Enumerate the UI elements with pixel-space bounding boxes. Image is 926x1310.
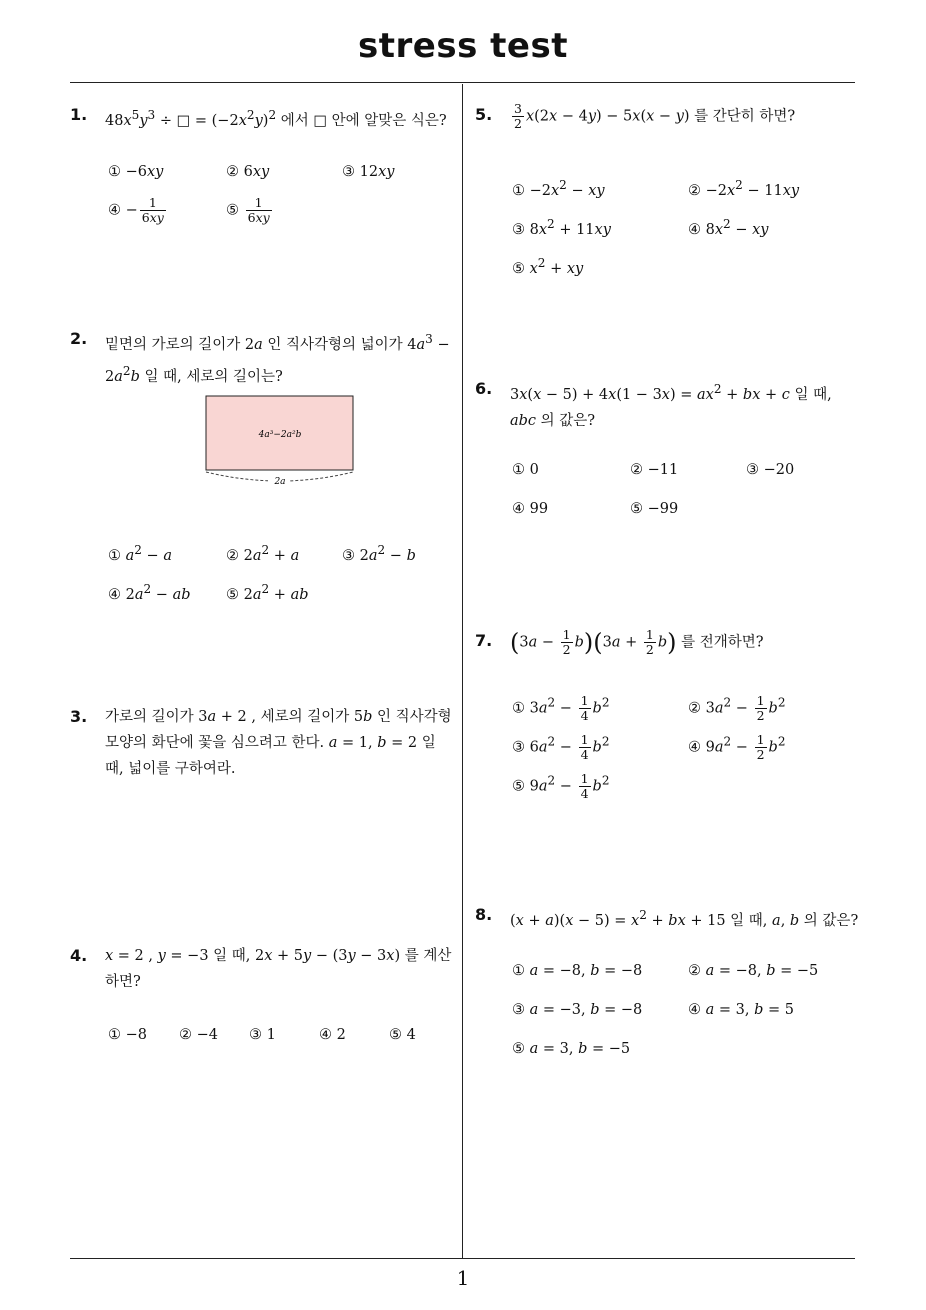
question-number: 6. — [475, 379, 493, 398]
option-2[interactable]: ② $-2x^2 - 11xy$ — [688, 178, 800, 199]
question-text: x = 2 , y = −3 일 때, 2x + 5y − (3y − 3x) 를 계산하면? — [105, 948, 452, 990]
footer-rule — [70, 1258, 855, 1259]
question-number: 2. — [70, 329, 88, 348]
option-1[interactable]: ① −6xy — [108, 164, 164, 180]
option-5[interactable]: ⑤ −99 — [630, 501, 679, 517]
area-label: 4a³−2a²b — [258, 430, 302, 440]
option-2[interactable]: ② $3a^2$ − $\frac{1}{2}$ $b^2$ — [688, 693, 786, 723]
option-4[interactable]: ④ $9a^2$ − $\frac{1}{2}$ $b^2$ — [688, 732, 786, 762]
rectangle-diagram — [200, 392, 360, 488]
option-1[interactable]: ① $-2x^2$ − xy — [512, 178, 605, 199]
option-2[interactable]: ② −11 — [630, 462, 679, 478]
question-1 — [70, 102, 455, 134]
option-4[interactable]: ④ a = 3, b = 5 — [688, 1002, 794, 1018]
question-text: $3x(x - 5) + 4x(1 - 3x) = ax^2$ + bx + c 일 때, abc 의 값은? — [510, 382, 832, 429]
option-1[interactable]: ① 0 — [512, 462, 539, 478]
column-divider — [462, 84, 463, 1258]
question-text: (3a − $\frac{1}{2}$ b)(3a + $\frac{1}{2}$ b) 를 전개하면? — [510, 627, 764, 657]
option-1[interactable]: ① −8 — [108, 1027, 147, 1043]
option-3[interactable]: ③ $2a^2 - b$ — [342, 543, 416, 564]
question-text: 가로의 길이가 3a + 2 , 세로의 길이가 5b 인 직사각형 모양의 화단에 꽃을 심으려고 한다. a = 1, b = 2 일 때, 넓이를 구하여라. — [105, 709, 452, 777]
question-5 — [475, 102, 860, 131]
question-number: 3. — [70, 707, 88, 726]
question-3 — [70, 704, 455, 782]
option-4[interactable]: ④ 99 — [512, 501, 549, 517]
question-number: 4. — [70, 946, 88, 965]
option-2[interactable]: ② 6xy — [226, 164, 270, 180]
option-3[interactable]: ③ −20 — [746, 462, 795, 478]
option-5[interactable]: ⑤ $2a^2$ + ab — [226, 582, 309, 603]
page-title: stress test — [358, 26, 568, 66]
question-text: 밑면의 가로의 길이가 2a 인 직사각형의 넓이가 $4a^3 - 2a^2b$ 일 때, 세로의 길이는? — [105, 332, 450, 385]
option-1[interactable]: ① a = −8, b = −8 — [512, 963, 643, 979]
question-number: 7. — [475, 631, 493, 650]
question-8 — [475, 902, 860, 934]
question-number: 8. — [475, 905, 493, 924]
option-2[interactable]: ② −4 — [179, 1027, 218, 1043]
page-number: 1 — [456, 1266, 470, 1290]
option-5[interactable]: ⑤ a = 3, b = −5 — [512, 1041, 631, 1057]
option-3[interactable]: ③ 12xy — [342, 164, 395, 180]
option-2[interactable]: ② $2a^2 + a$ — [226, 543, 300, 564]
option-5[interactable]: ⑤ $9a^2$ − $\frac{1}{4}$ $b^2$ — [512, 771, 610, 801]
option-4[interactable]: ④ $2a^2$ − ab — [108, 582, 191, 603]
option-1[interactable]: ① $a^2 - a$ — [108, 543, 172, 564]
option-3[interactable]: ③ $8x^2 + 11xy$ — [512, 217, 611, 238]
option-3[interactable]: ③ $6a^2$ − $\frac{1}{4}$ $b^2$ — [512, 732, 610, 762]
option-3[interactable]: ③ a = −3, b = −8 — [512, 1002, 643, 1018]
question-number: 5. — [475, 105, 493, 124]
question-7 — [475, 628, 860, 657]
option-5[interactable]: ⑤ $x^2$ + xy — [512, 256, 584, 277]
header-rule — [70, 82, 855, 83]
option-3[interactable]: ③ 1 — [249, 1027, 276, 1043]
option-4[interactable]: ④ 2 — [319, 1027, 346, 1043]
width-label: 2a — [274, 477, 286, 487]
option-4[interactable]: ④ $8x^2$ − xy — [688, 217, 769, 238]
option-5[interactable]: ⑤ $\frac{1}{6xy}$ — [226, 195, 270, 225]
question-2 — [70, 326, 455, 390]
option-5[interactable]: ⑤ 4 — [389, 1027, 416, 1043]
option-1[interactable]: ① $3a^2$ − $\frac{1}{4}$ $b^2$ — [512, 693, 610, 723]
question-number: 1. — [70, 105, 88, 124]
option-2[interactable]: ② a = −8, b = −5 — [688, 963, 819, 979]
question-text: $\frac{3}{2}$ x(2x − 4y) − 5x(x − y) 를 간단히 하면? — [514, 101, 796, 131]
question-6 — [475, 376, 860, 434]
question-text: $(x + a)(x - 5) = x^2$ + bx + 15 일 때, a, b 의 값은? — [510, 908, 859, 929]
question-text: $48x^5y^3$ ÷ □ = $(-2x^2y)^2$ 에서 □ 안에 알맞은 식은? — [105, 108, 447, 129]
question-4 — [70, 943, 455, 995]
option-4[interactable]: ④ − $\frac{1}{6xy}$ — [108, 195, 164, 225]
